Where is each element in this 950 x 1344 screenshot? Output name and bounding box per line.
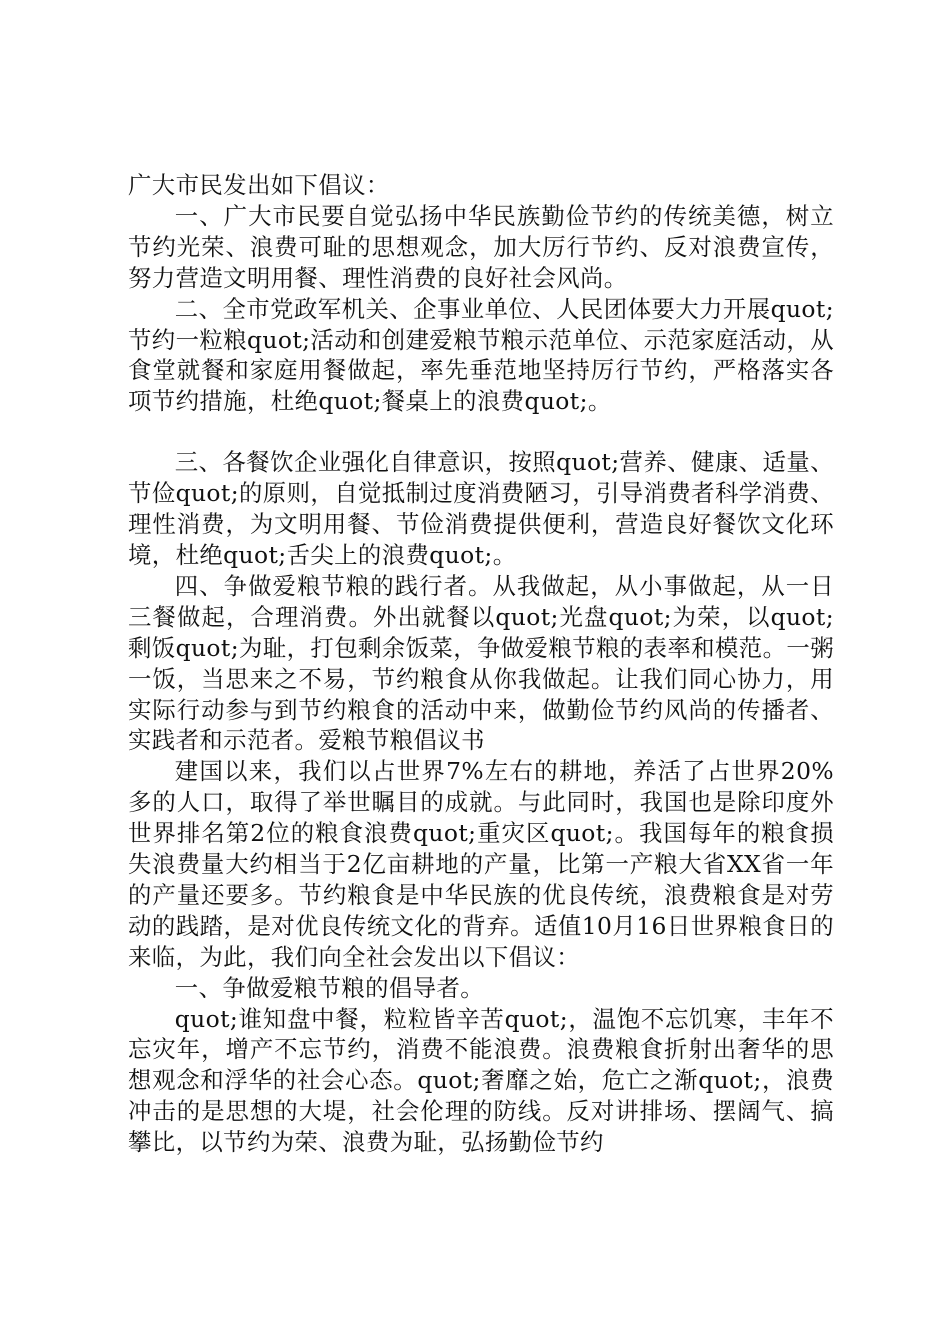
paragraph-item-1: 一、广大市民要自觉弘扬中华民族勤俭节约的传统美德，树立节约光荣、浪费可耻的思想观念，加大厉行节约、反对浪费宣传，努力营造文明用餐、理性消费的良好社会风尚。 [128, 201, 834, 292]
paragraph-body-1: quot;谁知盘中餐，粒粒皆辛苦quot;，温饱不忘饥寒，丰年不忘灾年，增产不忘节约，消费不能浪费。浪费粮食折射出奢华的思想观念和浮华的社会心态。quot;奢靡之始，危亡之渐quot;，浪费冲击的是思想的大堤，社会伦理的防线。反对讲排场、摆阔气、搞攀比，以节约为荣、浪费为耻，弘扬勤俭节约 [128, 1004, 834, 1157]
paragraph-item-3: 三、各餐饮企业强化自律意识，按照quot;营养、健康、适量、节俭quot;的原则，自觉抵制过度消费陋习，引导消费者科学消费、理性消费，为文明用餐、节俭消费提供便利，营造良好餐饮文化环境，杜绝quot;舌尖上的浪费quot;。 [128, 448, 834, 569]
paragraph-heading-1: 一、争做爱粮节粮的倡导者。 [174, 973, 485, 1002]
paragraph-item-4: 四、争做爱粮节粮的践行者。从我做起，从小事做起，从一日三餐做起，合理消费。外出就餐以quot;光盘quot;为荣，以quot;剩饭quot;为耻，打包剩余饭菜，争做爱粮节粮的表率和模范。一粥一饭，当思来之不易，节约粮食从你我做起。让我们同心协力，用实际行动参与到节约粮食的活动中来，做勤俭节约风尚的传播者、实践者和示范者。爱粮节粮倡议书 [128, 571, 834, 755]
paragraph-background: 建国以来，我们以占世界7%左右的耕地，养活了占世界20%多的人口，取得了举世瞩目的成就。与此同时，我国也是除印度外世界排名第2位的粮食浪费quot;重灾区quot;。我国每年的粮食损失浪费量大约相当于2亿亩耕地的产量，比第一产粮大省XX省一年的产量还要多。节约粮食是中华民族的优良传统，浪费粮食是对劳动的践踏，是对优良传统文化的背弃。适值10月16日世界粮食日的来临，为此，我们向全社会发出以下倡议： [128, 757, 834, 971]
document-body [128, 170, 834, 1158]
paragraph-intro: 广大市民发出如下倡议： [128, 171, 390, 199]
paragraph-item-2: 二、全市党政军机关、企事业单位、人民团体要大力开展quot;节约一粒粮quot;活动和创建爱粮节粮示范单位、示范家庭活动，从食堂就餐和家庭用餐做起，率先垂范地坚持厉行节约，严格落实各项节约措施，杜绝quot;餐桌上的浪费quot;。 [128, 294, 834, 416]
